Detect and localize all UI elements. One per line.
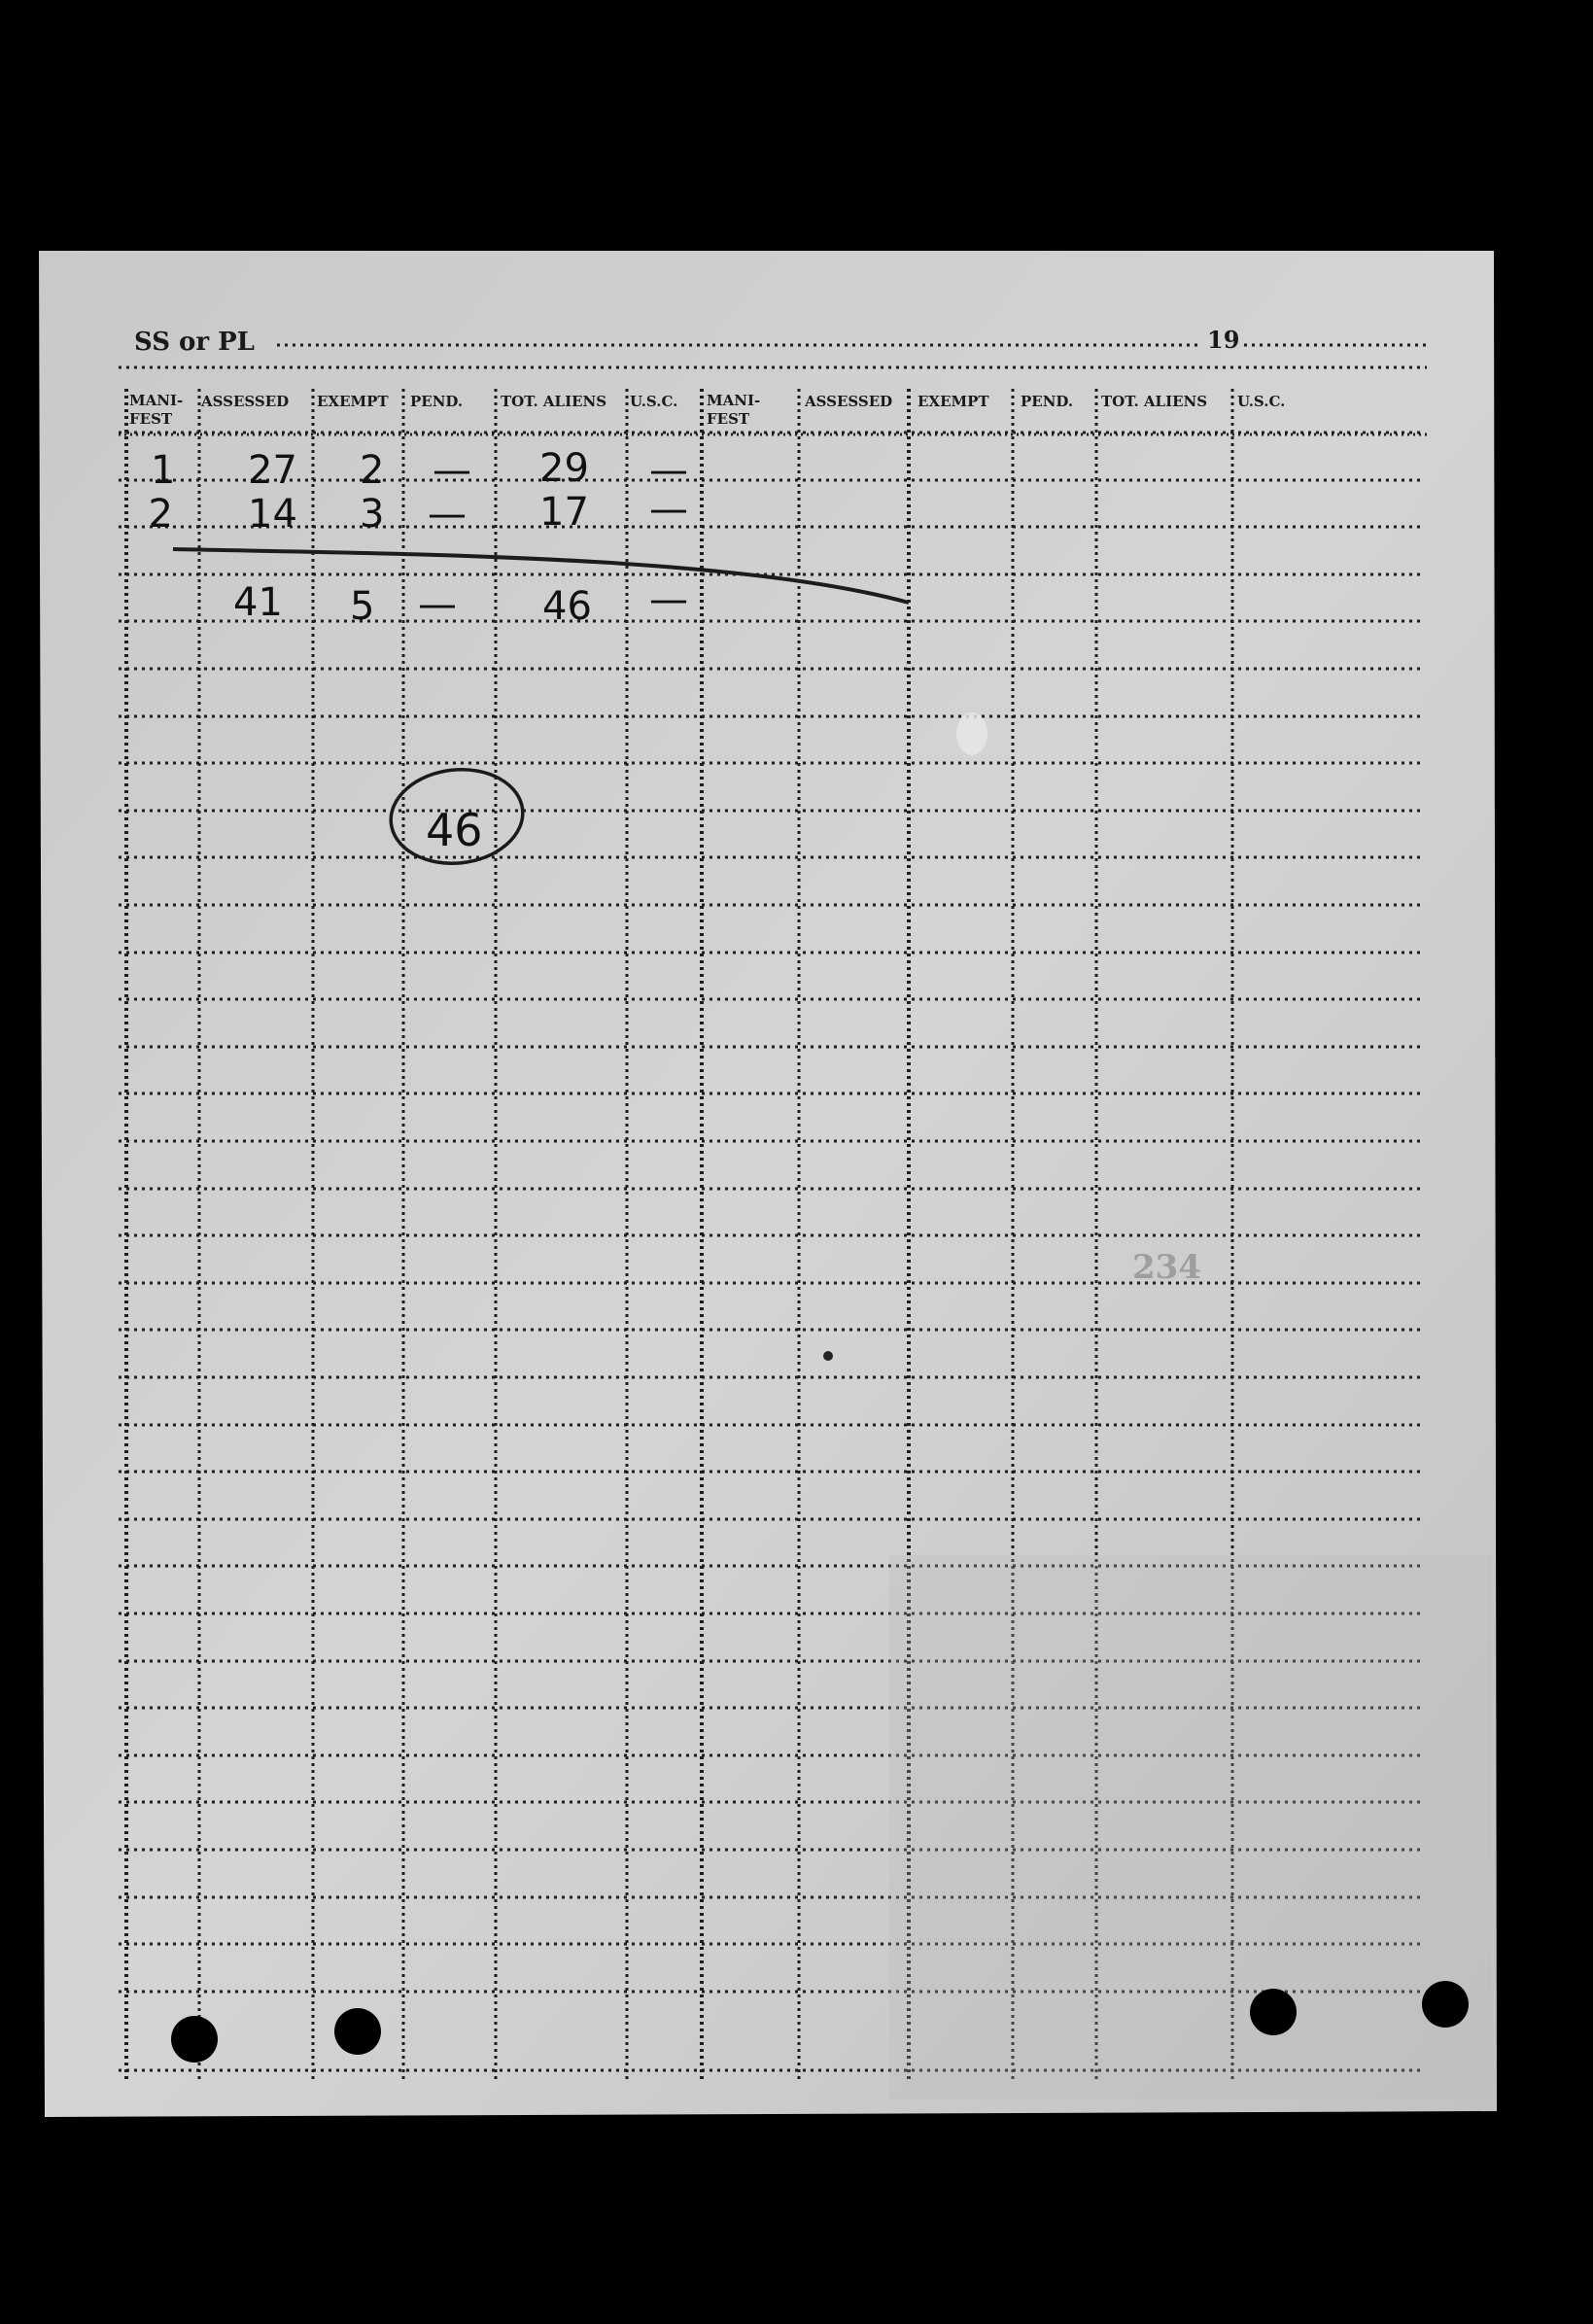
col-header-usc-1: U.S.C.: [630, 393, 678, 410]
entry-2-pend: —: [428, 492, 467, 537]
entry-1-exempt: 2: [360, 448, 385, 493]
entry-2-usc: —: [649, 487, 688, 532]
year-prefix: 19: [1207, 326, 1240, 354]
total-pend: —: [418, 582, 457, 627]
entry-1-tot-aliens: 29: [539, 446, 589, 491]
col-header-tot-aliens-2: TOT. ALIENS: [1101, 393, 1208, 410]
col-header-manifest-1b: FEST: [129, 410, 173, 428]
smudge: [956, 712, 987, 755]
punch-hole: [1422, 1981, 1469, 2028]
circled-total-value: 46: [426, 804, 483, 856]
col-header-usc-2: U.S.C.: [1237, 393, 1286, 410]
entry-2-tot-aliens: 17: [539, 490, 589, 535]
col-header-assessed-2: ASSESSED: [805, 393, 893, 410]
total-assessed: 41: [233, 580, 283, 625]
punch-hole: [171, 2016, 218, 2063]
punch-hole: [334, 2008, 381, 2055]
ship-label: SS or PL: [134, 328, 255, 357]
entry-1-pend: —: [433, 448, 471, 493]
total-usc: —: [649, 577, 688, 622]
entry-1-manifest: 1: [151, 448, 176, 493]
col-header-manifest-2a: MANI-: [707, 392, 761, 409]
col-header-assessed-1: ASSESSED: [201, 393, 290, 410]
entry-1-assessed: 27: [248, 448, 297, 493]
col-header-exempt-1: EXEMPT: [317, 393, 389, 410]
punch-hole: [1250, 1989, 1297, 2035]
col-header-pend-2: PEND.: [1021, 393, 1074, 410]
entry-1-usc: —: [649, 448, 688, 493]
total-tot-aliens: 46: [542, 584, 592, 629]
entry-2-exempt: 3: [360, 492, 385, 537]
entry-2-assessed: 14: [248, 492, 297, 537]
col-header-manifest-1a: MANI-: [129, 392, 184, 409]
entry-2-manifest: 2: [148, 492, 173, 537]
col-header-exempt-2: EXEMPT: [918, 393, 989, 410]
total-exempt: 5: [350, 584, 375, 629]
faint-stamp: 234: [1132, 1248, 1201, 1287]
col-header-pend-1: PEND.: [410, 393, 464, 410]
ink-dot: [823, 1351, 833, 1361]
shadow-band: [889, 1555, 1492, 2099]
col-header-tot-aliens-1: TOT. ALIENS: [501, 393, 607, 410]
col-header-manifest-2b: FEST: [707, 410, 750, 428]
